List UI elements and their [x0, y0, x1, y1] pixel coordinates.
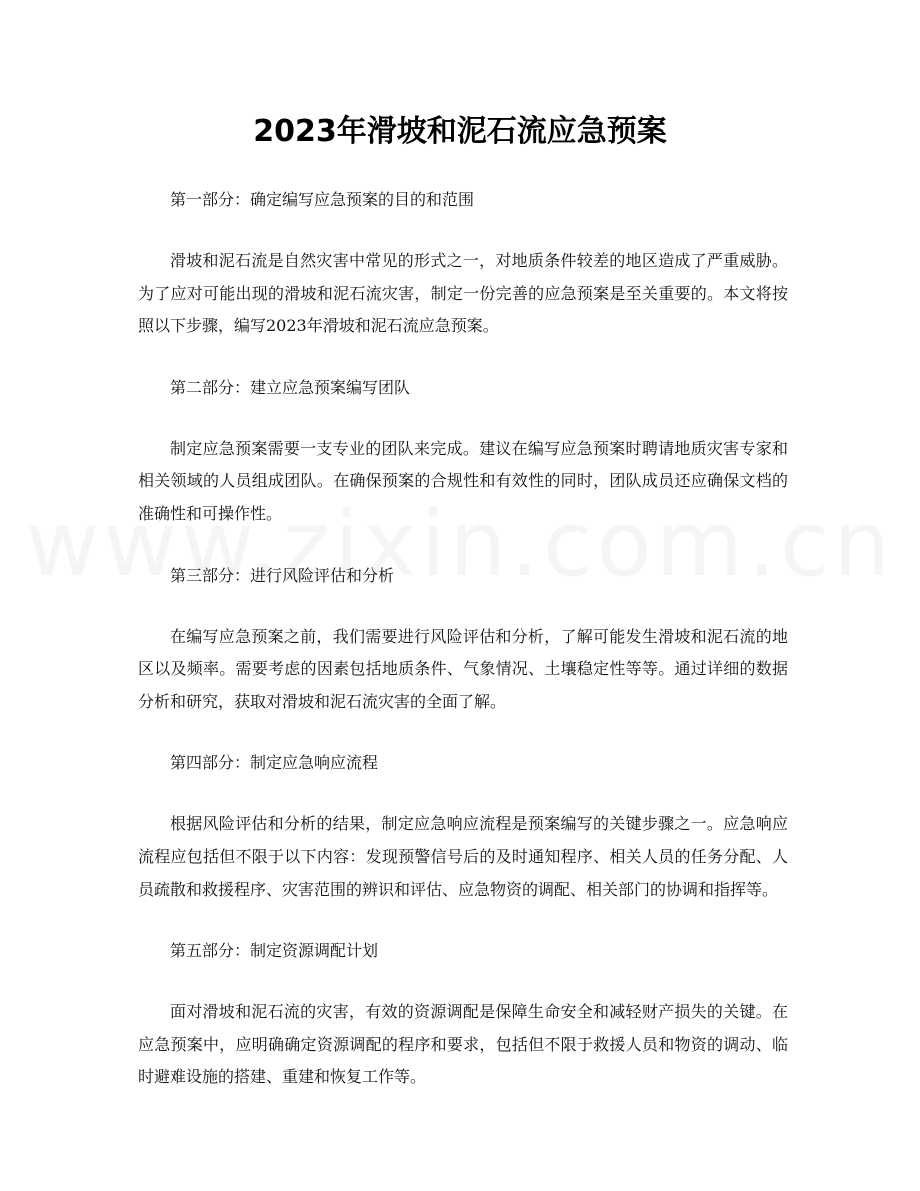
- section-paragraph: 滑坡和泥石流是自然灾害中常见的形式之一，对地质条件较差的地区造成了严重威胁。为了应对可能出现的滑坡和泥石流灾害，制定一份完善的应急预案是至关重要的。本文将按照以下步骤，编写2023年滑坡和泥石流应急预案。: [138, 251, 788, 336]
- section-heading: 第五部分：制定资源调配计划: [170, 941, 379, 961]
- section-paragraph: 制定应急预案需要一支专业的团队来完成。建议在编写应急预案时聘请地质灾害专家和相关领域的人员组成团队。在确保预案的合规性和有效性的同时，团队成员还应确保文档的准确性和可操作性。: [138, 438, 788, 523]
- document-title: 2023年滑坡和泥石流应急预案: [253, 114, 667, 149]
- section-paragraph: 面对滑坡和泥石流的灾害，有效的资源调配是保障生命安全和减轻财产损失的关键。在应急预案中，应明确确定资源调配的程序和要求，包括但不限于救援人员和物资的调动、临时避难设施的搭建、重建和恢复工作等。: [138, 1002, 788, 1087]
- document-body: [138, 183, 788, 1122]
- section-paragraph: 根据风险评估和分析的结果，制定应急响应流程是预案编写的关键步骤之一。应急响应流程应包括但不限于以下内容：发现预警信号后的及时通知程序、相关人员的任务分配、人员疏散和救援程序、灾害范围的辨识和评估、应急物资的调配、相关部门的协调和指挥等。: [138, 814, 788, 899]
- section-heading: 第一部分：确定编写应急预案的目的和范围: [170, 190, 475, 209]
- section-heading: 第三部分：进行风险评估和分析: [170, 565, 395, 585]
- section-paragraph: 在编写应急预案之前，我们需要进行风险评估和分析，了解可能发生滑坡和泥石流的地区以及频率。需要考虑的因素包括地质条件、气象情况、土壤稳定性等等。通过详细的数据分析和研究，获取对滑坡和泥石流灾害的全面了解。: [138, 626, 788, 711]
- section-heading: 第四部分：制定应急响应流程: [170, 753, 379, 773]
- section-heading: 第二部分：建立应急预案编写团队: [170, 377, 411, 397]
